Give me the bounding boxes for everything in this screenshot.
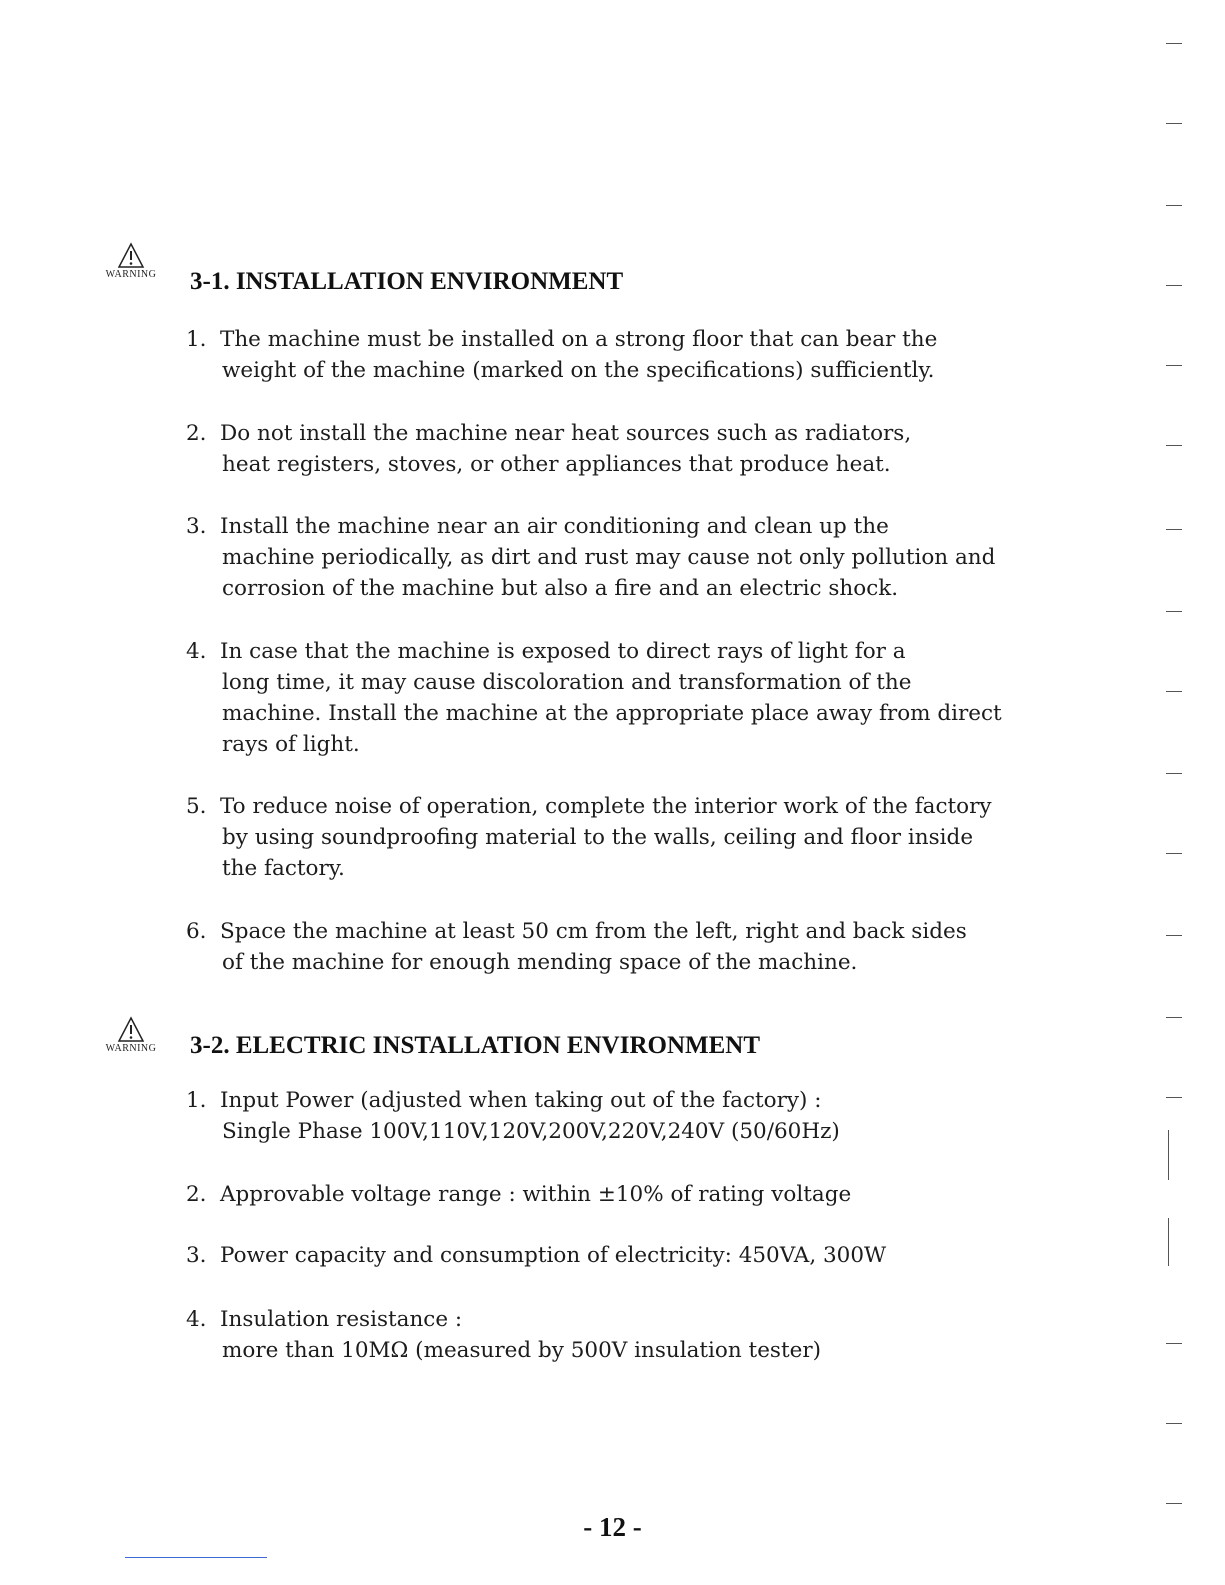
warning-symbol-1 (88, 242, 174, 280)
item-line: corrosion of the machine but also a fire and an electric shock. (222, 576, 899, 601)
item-line: Space the machine at least 50 cm from the left, right and back sides (220, 919, 967, 944)
page-number: - 12 - (583, 1512, 642, 1542)
item-number: 1. (186, 1088, 207, 1113)
item-line: Input Power (adjusted when taking out of the factory) : (220, 1088, 822, 1113)
item-line: heat registers, stoves, or other appliances that produce heat. (222, 452, 891, 477)
margin-mark (1166, 120, 1182, 124)
warning-symbol-2 (88, 1016, 174, 1054)
margin-mark (1166, 1500, 1182, 1504)
warning-label: WARNING (105, 269, 157, 280)
margin-mark (1166, 40, 1182, 44)
margin-mark (1166, 608, 1182, 612)
margin-mark (1166, 362, 1182, 366)
margin-mark (1166, 1420, 1182, 1424)
item-number: 3. (186, 1243, 207, 1268)
list-item (186, 916, 1116, 978)
item-line: of the machine for enough mending space of the machine. (222, 950, 858, 975)
list-item (186, 324, 1116, 386)
item-line: Install the machine near an air conditioning and clean up the (220, 514, 889, 539)
list-item (186, 511, 1116, 604)
item-line: Do not install the machine near heat sources such as radiators, (220, 421, 912, 446)
margin-mark (1166, 850, 1182, 854)
list-item (186, 1085, 1116, 1147)
item-number: 4. (186, 1307, 207, 1332)
item-line: long time, it may cause discoloration and transformation of the (222, 670, 912, 695)
list-item (186, 1240, 1116, 1271)
footer-rule (125, 1557, 267, 1558)
list-item (186, 1304, 1116, 1366)
list-item (186, 636, 1116, 760)
list-item (186, 418, 1116, 480)
warning-triangle-icon (117, 242, 145, 270)
item-number: 3. (186, 514, 207, 539)
margin-mark (1166, 1094, 1182, 1098)
margin-mark (1166, 526, 1182, 530)
margin-mark (1166, 202, 1182, 206)
item-line: Insulation resistance : (220, 1307, 463, 1332)
margin-mark (1166, 770, 1182, 774)
item-line: Approvable voltage range : within ±10% of rating voltage (220, 1182, 852, 1207)
margin-mark (1166, 932, 1182, 936)
item-number: 1. (186, 327, 207, 352)
item-line: Single Phase 100V,110V,120V,200V,220V,240V (50/60Hz) (222, 1119, 840, 1144)
item-line: rays of light. (222, 732, 360, 757)
warning-triangle-icon (117, 1016, 145, 1044)
item-line: the factory. (222, 856, 345, 881)
section-title: 3-2. ELECTRIC INSTALLATION ENVIRONMENT (190, 1032, 760, 1059)
item-number: 2. (186, 1182, 207, 1207)
warning-label: WARNING (105, 1043, 157, 1054)
item-line: more than 10MΩ (measured by 500V insulation tester) (222, 1338, 821, 1363)
item-line: To reduce noise of operation, complete the interior work of the factory (220, 794, 992, 819)
margin-mark (1166, 442, 1182, 446)
item-number: 6. (186, 919, 207, 944)
item-number: 5. (186, 794, 207, 819)
item-line: Power capacity and consumption of electricity: 450VA, 300W (220, 1243, 887, 1268)
item-line: The machine must be installed on a strong floor that can bear the (220, 327, 938, 352)
item-number: 2. (186, 421, 207, 446)
item-line: machine periodically, as dirt and rust may cause not only pollution and (222, 545, 996, 570)
margin-mark (1166, 1014, 1182, 1018)
item-line: by using soundproofing material to the walls, ceiling and floor inside (222, 825, 974, 850)
item-line: machine. Install the machine at the appropriate place away from direct (222, 701, 1002, 726)
item-line: In case that the machine is exposed to direct rays of light for a (220, 639, 906, 664)
section-title: 3-1. INSTALLATION ENVIRONMENT (190, 268, 624, 295)
item-number: 4. (186, 639, 207, 664)
margin-mark (1166, 282, 1182, 286)
list-item (186, 791, 1116, 884)
margin-mark (1168, 1130, 1170, 1180)
item-line: weight of the machine (marked on the specifications) sufficiently. (222, 358, 935, 383)
margin-mark (1168, 1218, 1170, 1266)
margin-mark (1166, 688, 1182, 692)
margin-mark (1166, 1340, 1182, 1344)
list-item (186, 1179, 1116, 1210)
